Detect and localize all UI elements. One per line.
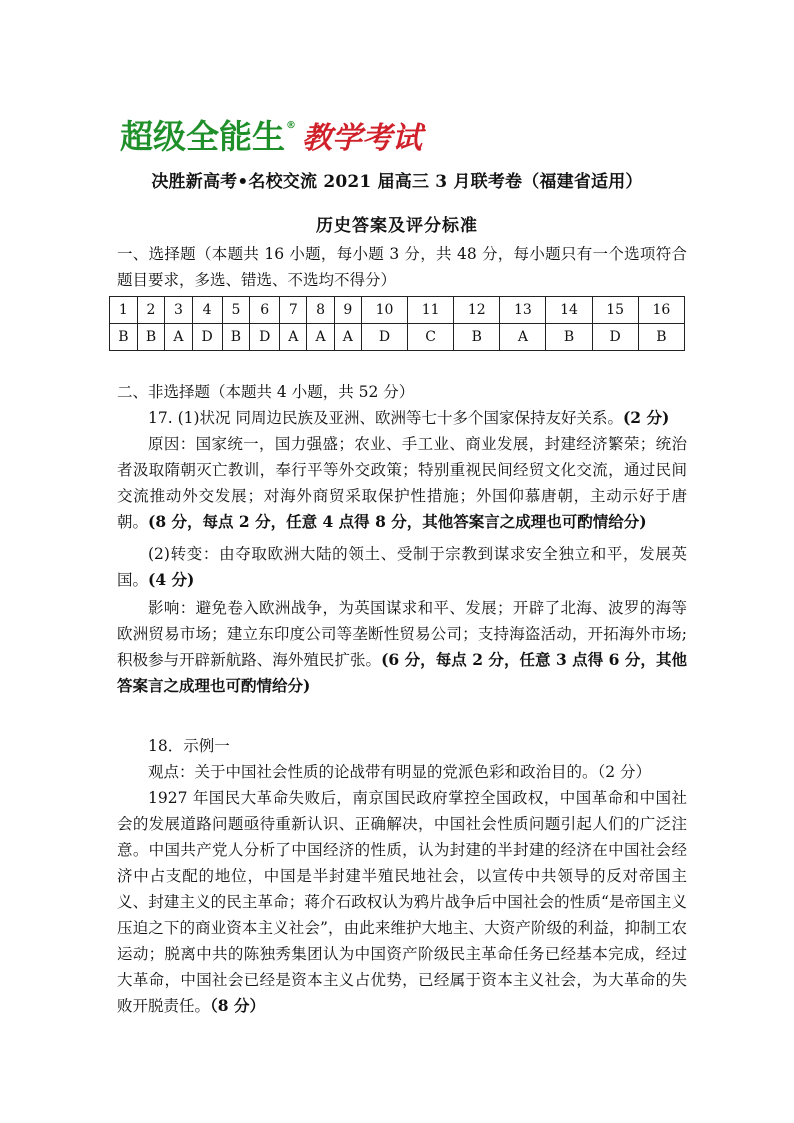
answer-cell: A [334,324,361,351]
logo-brand-tagline: 教学考试 [302,121,422,156]
answer-cell: C [408,324,454,351]
question-number-cell: 16 [638,297,684,324]
answer-cell: D [192,324,222,351]
question-number-cell: 15 [592,297,638,324]
question-number-row [110,297,685,324]
q17-part2 [117,541,687,593]
question-number-cell: 9 [334,297,361,324]
q17-impact-text: 影响：避免卷入欧洲战争，为英国谋求和平、发展；开辟了北海、波罗的海等欧洲贸易市场；建立东印度公司等垄断性贸易公司；支持海盗活动，开拓海外市场; 积极参与开辟新航路、海外殖民扩张。 [117,599,687,669]
answer-cell: A [280,324,307,351]
q17-impact [117,595,687,699]
answer-cell: B [110,324,138,351]
logo-brand-name: 超级全能生 [120,117,285,156]
answer-cell: D [250,324,280,351]
section-2-heading: 二、非选择题（本题共 4 小题，共 52 分） [117,383,415,401]
question-number-cell: 12 [454,297,500,324]
question-number-cell: 7 [280,297,307,324]
q17-reasons [117,431,687,535]
answer-cell: D [592,324,638,351]
q17-part2-text: (2)转变：由夺取欧洲大陆的领土、受制于宗教到谋求安全独立和平，发展英国。 [117,545,687,589]
question-number-cell: 2 [137,297,165,324]
section-1-heading: 一、选择题（本题共 16 小题，每小题 3 分，共 48 分，每小题只有一个选项符合题目要求，多选、错选、不选均不得分） [117,245,687,289]
question-number-cell: 3 [165,297,192,324]
question-number-cell: 1 [110,297,138,324]
logo-registered-mark: ® [286,120,296,131]
answer-key-title: 历史答案及评分标准 [316,216,478,236]
q17-part2-score: (4 分) [148,570,195,589]
answer-cell: B [222,324,250,351]
q17-part1-text: 17. (1)状况 同周边民族及亚洲、欧洲等七十多个国家保持友好关系。 [148,409,623,427]
brand-logo [120,106,422,156]
q18-viewpoint: 观点：关于中国社会性质的论战带有明显的党派色彩和政治目的。（2 分） [148,763,652,781]
exam-title: 决胜新高考•名校交流 2021 届高三 3 月联考卷（福建省适用） [151,172,643,192]
answer-cell: A [307,324,334,351]
answer-row [110,324,685,351]
question-number-cell: 5 [222,297,250,324]
q17-reasons-text: 原因：国家统一，国力强盛；农业、手工业、商业发展，封建经济繁荣；统治者汲取隋朝灭亡教训，奉行平等外交政策；特别重视民间经贸文化交流，通过民间交流推动外交发展；对海外商贸采取保护性措施；外国仰慕唐朝，主动示好于唐朝。 [117,435,687,531]
question-number-cell: 4 [192,297,222,324]
question-number-cell: 6 [250,297,280,324]
question-number-cell: 11 [408,297,454,324]
q18-argument-text: 1927 年国民大革命失败后，南京国民政府掌控全国政权，中国革命和中国社会的发展道路问题亟待重新认识、正确解决，中国社会性质问题引起人们的广泛注意。中国共产党人分析了中国经济的性质，认为封建的半封建的经济在中国社会经济中占支配的地位，中国是半封建半殖民地社会，以宣传中共领导的反对帝国主义、封建主义的民主革命；蒋介石政权认为鸦片战争后中国社会的性质“是帝国主义压迫之下的商业资本主义社会”，由此来维护大地主、大资产阶级的利益，抑制工农运动；脱离中共的陈独秀集团认为中国资产阶级民主革命任务已经基本完成，经过大革命，中国社会已经是资本主义占优势，已经属于资本主义社会，为大革命的失败开脱责任。 [117,789,687,1015]
q18-argument-score: （8 分） [210,996,265,1015]
q17-reasons-score: (8 分，每点 2 分，任意 4 点得 8 分，其他答案言之成理也可酌情给分) [148,512,647,531]
answer-cell: D [361,324,407,351]
q17-impact-score: (6 分，每点 2 分，任意 3 点得 6 分，其他答案言之成理也可酌情给分) [117,650,687,695]
answer-cell: B [638,324,684,351]
q17-part1-score: (2 分) [622,408,670,427]
q18-argument [117,785,687,1019]
answer-cell: A [165,324,192,351]
q18-heading: 18．示例一 [148,737,230,755]
answer-table [109,296,685,351]
q17-part1 [117,405,687,431]
answer-cell: B [546,324,592,351]
answer-cell: B [454,324,500,351]
answer-cell: B [137,324,165,351]
question-number-cell: 8 [307,297,334,324]
question-number-cell: 14 [546,297,592,324]
question-number-cell: 13 [500,297,546,324]
question-number-cell: 10 [361,297,407,324]
answer-cell: A [500,324,546,351]
